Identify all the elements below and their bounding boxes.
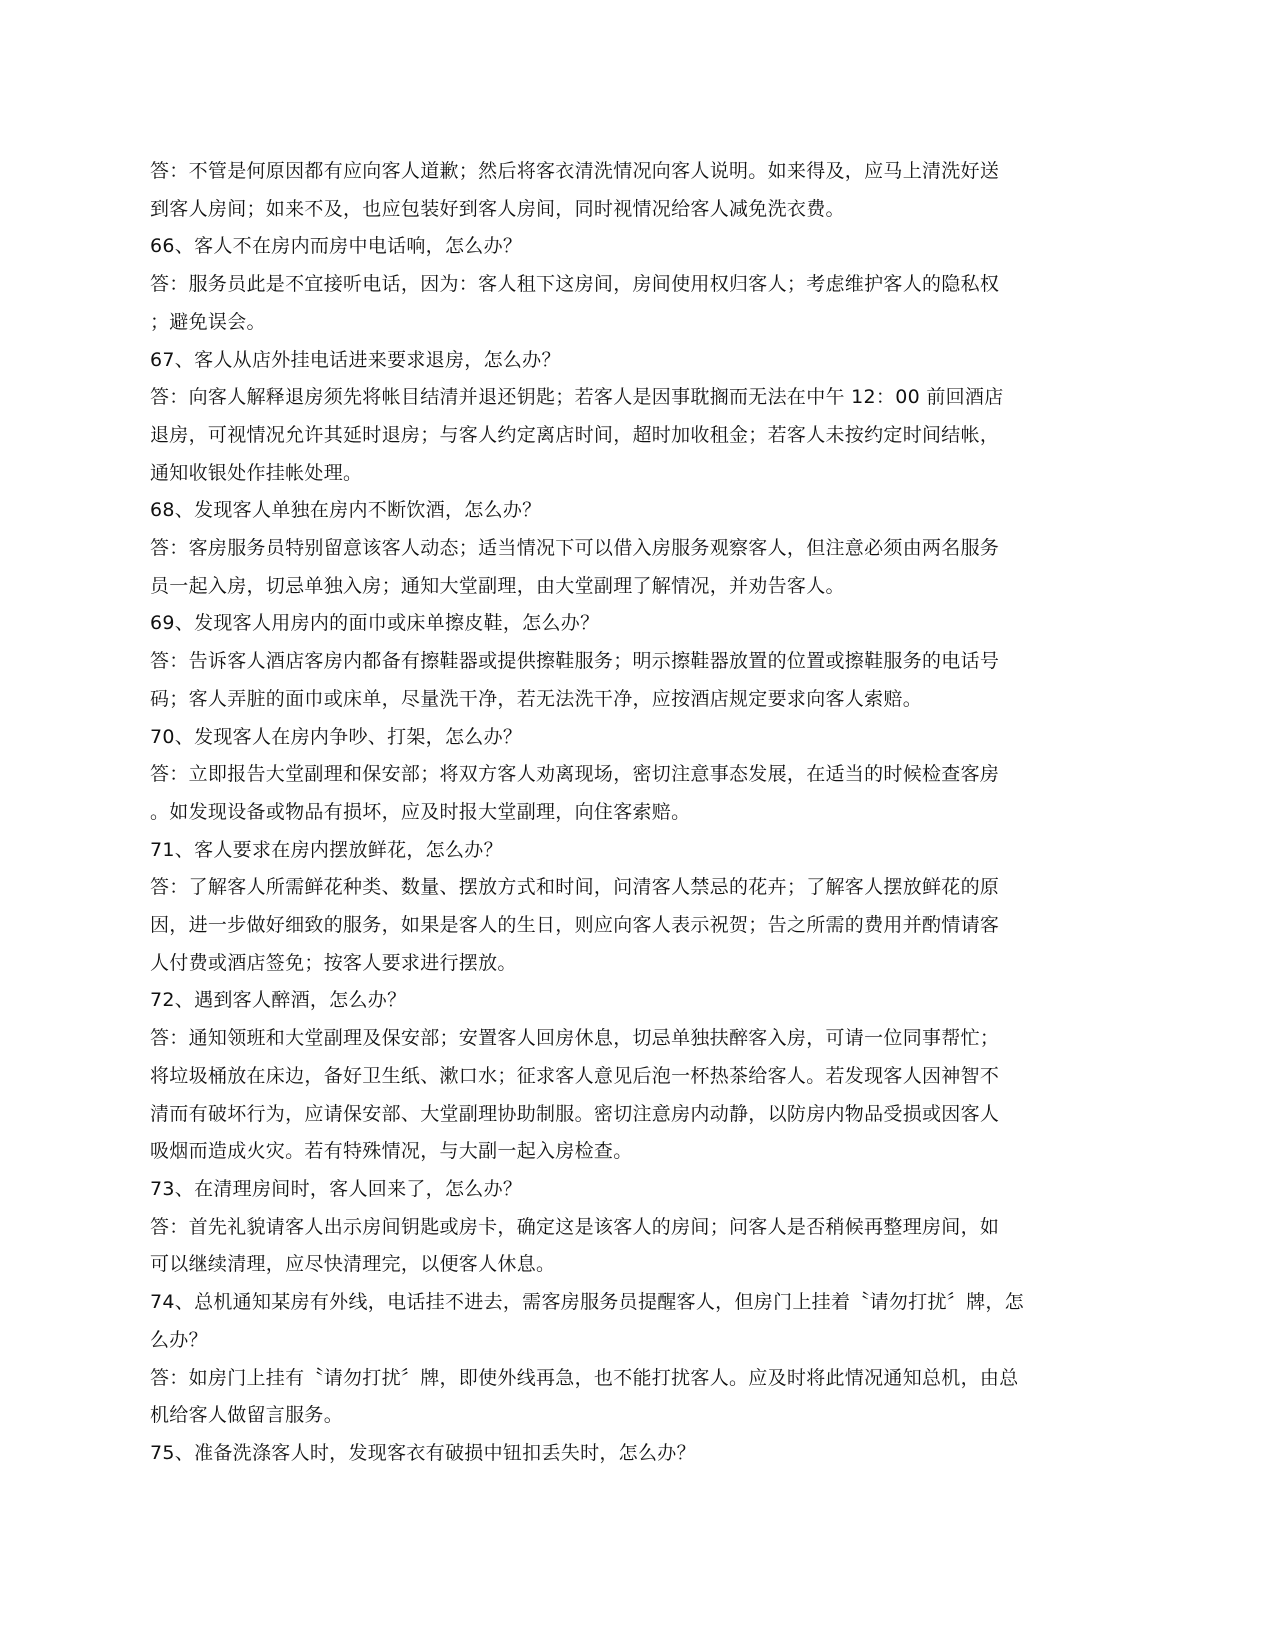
question-66: 66、客人不在房内而房中电话响，怎么办？ xyxy=(150,235,523,258)
answer-74-line-2: 机给客人做留言服务。 xyxy=(150,1404,344,1427)
answer-66-line-2: ；避免误会。 xyxy=(150,310,266,333)
question-73: 73、在清理房间时，客人回来了，怎么办？ xyxy=(150,1177,523,1200)
answer-72-line-1: 答：通知领班和大堂副理及保安部；安置客人回房休息，切忌单独扶醉客入房，可请一位同事帮忙； xyxy=(150,1027,1000,1050)
answer-67-line-3: 通知收银处作挂帐处理。 xyxy=(150,461,363,484)
answer-70-line-1: 答：立即报告大堂副理和保安部；将双方客人劝离现场，密切注意事态发展，在适当的时候检查客房 xyxy=(150,763,1000,786)
answer-67-line-1: 答：向客人解释退房须先将帐目结清并退还钥匙；若客人是因事耽搁而无法在中午 12：00 前回酒店 xyxy=(150,386,1004,409)
answer-70-line-2: 。如发现设备或物品有损坏，应及时报大堂副理，向住客索赔。 xyxy=(150,800,691,823)
answer-71-line-2: 因，进一步做好细致的服务，如果是客人的生日，则应向客人表示祝贺；告之所需的费用并酌情请客 xyxy=(150,914,1000,937)
question-74-line-2: 么办？ xyxy=(150,1328,208,1351)
question-70: 70、发现客人在房内争吵、打架，怎么办？ xyxy=(150,725,523,748)
question-71: 71、客人要求在房内摆放鲜花，怎么办？ xyxy=(150,838,503,861)
answer-68-line-1: 答：客房服务员特别留意该客人动态；适当情况下可以借入房服务观察客人，但注意必须由两名服务 xyxy=(150,537,1000,560)
answer-72-line-3: 清而有破坏行为，应请保安部、大堂副理协助制服。密切注意房内动静，以防房内物品受损或因客人 xyxy=(150,1102,1000,1125)
question-69: 69、发现客人用房内的面巾或床单擦皮鞋，怎么办？ xyxy=(150,612,600,635)
answer-68-line-2: 员一起入房，切忌单独入房；通知大堂副理，由大堂副理了解情况，并劝告客人。 xyxy=(150,574,845,597)
answer-72-line-2: 将垃圾桶放在床边，备好卫生纸、漱口水；征求客人意见后泡一杯热茶给客人。若发现客人因神智不 xyxy=(150,1064,1000,1087)
answer-74-line-1: 答：如房门上挂有〝请勿打扰〞牌，即使外线再急，也不能打扰客人。应及时将此情况通知总机，由总 xyxy=(150,1366,1019,1389)
answer-71-line-1: 答：了解客人所需鲜花种类、数量、摆放方式和时间，问清客人禁忌的花卉；了解客人摆放鲜花的原 xyxy=(150,876,1000,899)
answer-73-line-1: 答：首先礼貌请客人出示房间钥匙或房卡，确定这是该客人的房间；问客人是否稍候再整理房间，如 xyxy=(150,1215,1000,1238)
answer-72-line-4: 吸烟而造成火灾。若有特殊情况，与大副一起入房检查。 xyxy=(150,1140,633,1163)
answer-65-line-2: 到客人房间；如来不及，也应包装好到客人房间，同时视情况给客人减免洗衣费。 xyxy=(150,197,845,220)
question-72: 72、遇到客人醉酒，怎么办？ xyxy=(150,989,407,1012)
document-body xyxy=(150,153,1125,1473)
question-74-line-1: 74、总机通知某房有外线，电话挂不进去，需客房服务员提醒客人，但房门上挂着〝请勿打扰〞牌，怎 xyxy=(150,1291,1024,1314)
answer-67-line-2: 退房，可视情况允许其延时退房；与客人约定离店时间，超时加收租金；若客人未按约定时间结帐， xyxy=(150,423,1000,446)
question-68: 68、发现客人单独在房内不断饮酒，怎么办？ xyxy=(150,499,542,522)
answer-73-line-2: 可以继续清理，应尽快清理完，以便客人休息。 xyxy=(150,1253,556,1276)
answer-71-line-3: 人付费或酒店签免；按客人要求进行摆放。 xyxy=(150,951,517,974)
answer-69-line-1: 答：告诉客人酒店客房内都备有擦鞋器或提供擦鞋服务；明示擦鞋器放置的位置或擦鞋服务的电话号 xyxy=(150,650,1000,673)
answer-69-line-2: 码；客人弄脏的面巾或床单，尽量洗干净，若无法洗干净，应按酒店规定要求向客人索赔。 xyxy=(150,687,923,710)
answer-66-line-1: 答：服务员此是不宜接听电话，因为：客人租下这房间，房间使用权归客人；考虑维护客人的隐私权 xyxy=(150,273,1000,296)
answer-65-line-1: 答：不管是何原因都有应向客人道歉；然后将客衣清洗情况向客人说明。如来得及，应马上清洗好送 xyxy=(150,160,1000,182)
question-75: 75、准备洗涤客人时，发现客衣有破损中钮扣丢失时，怎么办？ xyxy=(150,1441,696,1464)
question-67: 67、客人从店外挂电话进来要求退房，怎么办？ xyxy=(150,348,561,371)
